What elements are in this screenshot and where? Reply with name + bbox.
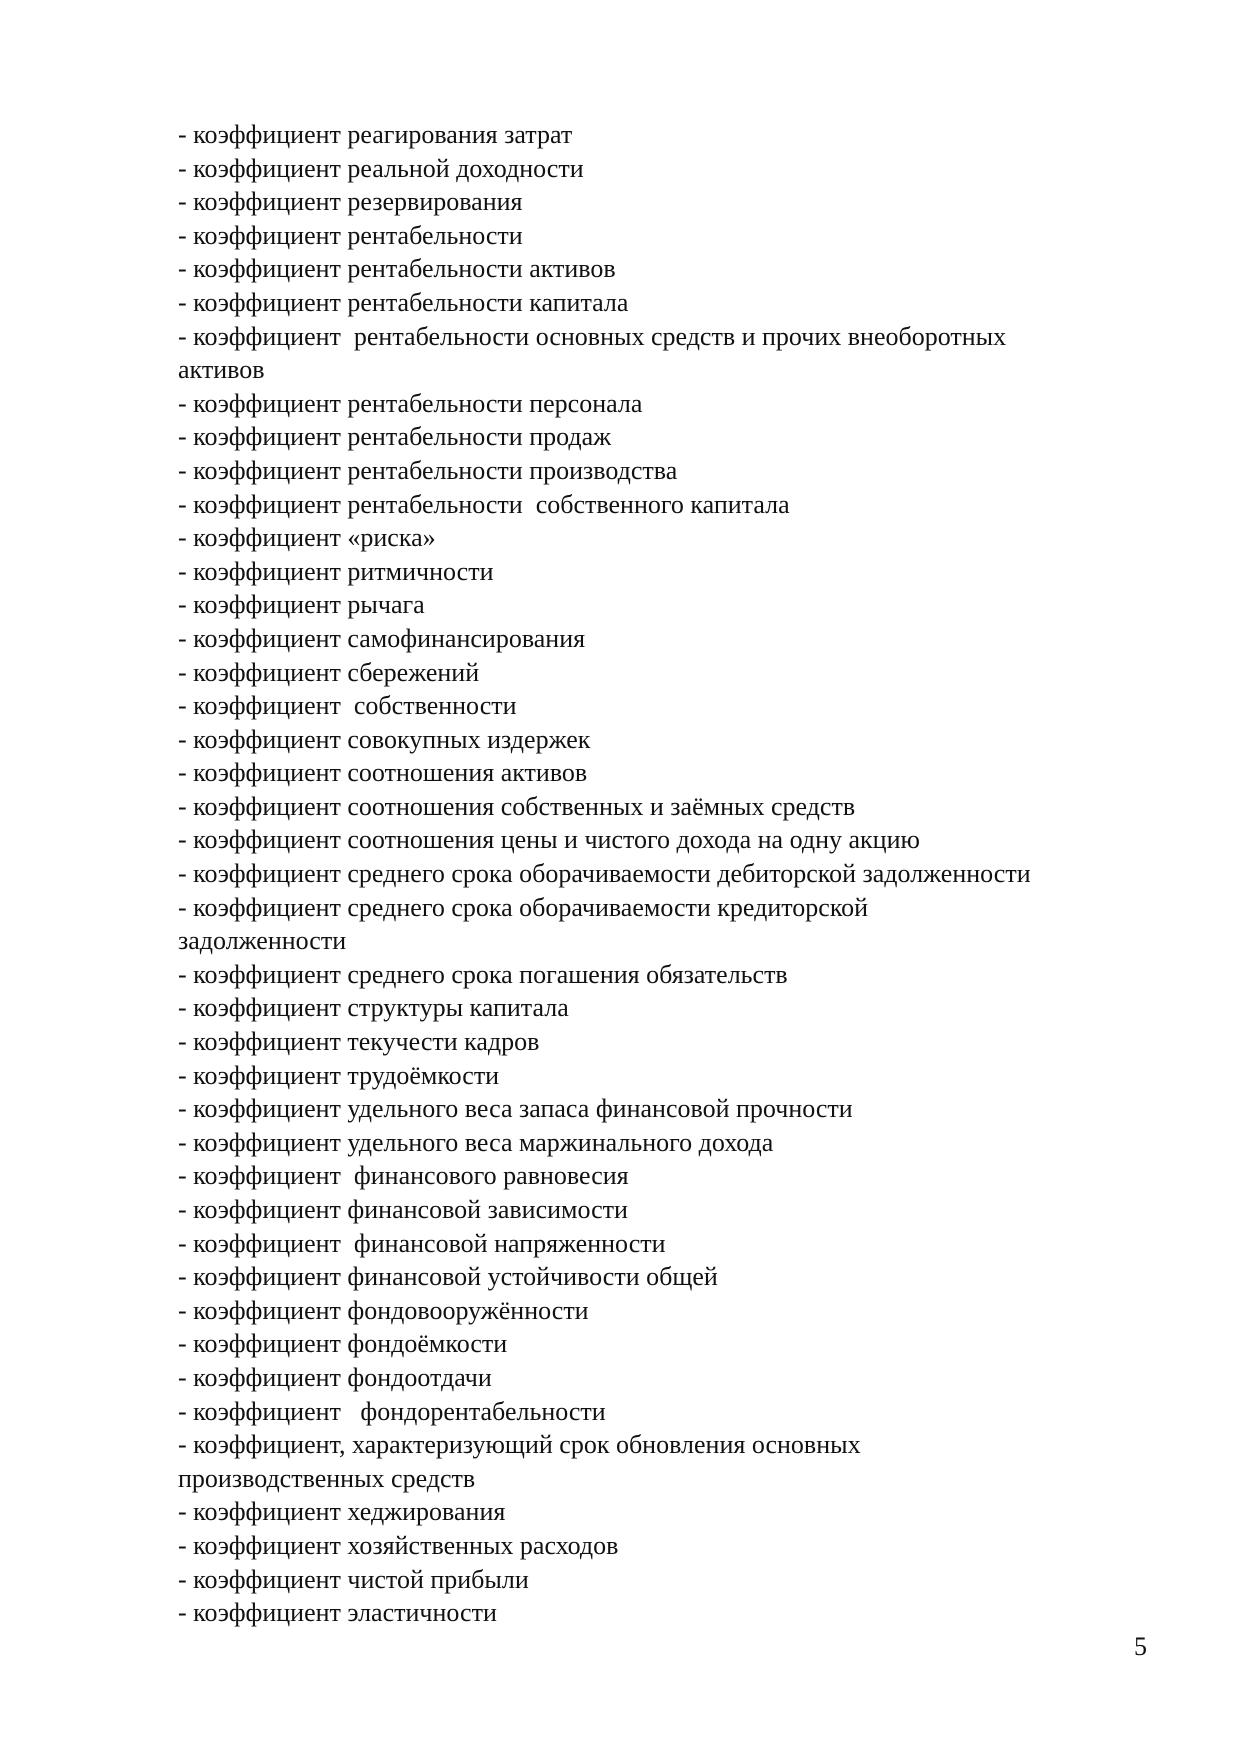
list-item: - коэффициент фондорентабельности [178,1396,606,1426]
list-item: - коэффициент рентабельности основных средств и прочих внеоборотных [178,321,1007,351]
list-item: - коэффициент финансового равновесия [178,1161,629,1191]
list-item: - коэффициент удельного веса маржинального дохода [178,1127,774,1157]
list-item: активов [178,355,265,385]
list-item: задолженности [178,926,347,956]
list-item: - коэффициент хеджирования [178,1497,506,1527]
list-item: - коэффициент самофинансирования [178,623,586,653]
list-item: - коэффициент соотношения цены и чистого дохода на одну акцию [178,825,920,855]
list-item: - коэффициент резервирования [178,187,523,217]
list-item: - коэффициент рентабельности продаж [178,422,612,452]
list-item: - коэффициент структуры капитала [178,993,569,1023]
list-item: - коэффициент эластичности [178,1598,497,1628]
list-item: - коэффициент «риска» [178,523,436,553]
list-item: - коэффициент рентабельности собственного капитала [178,489,790,519]
list-item: - коэффициент среднего срока оборачиваемости дебиторской задолженности [178,859,1031,889]
list-item: - коэффициент рентабельности персонала [178,388,643,418]
list-item: - коэффициент финансовой устойчивости общей [178,1262,718,1292]
list-item: - коэффициент текучести кадров [178,1027,540,1057]
list-item: - коэффициент реагирования затрат [178,120,573,149]
list-item: - коэффициент среднего срока оборачиваемости кредиторской [178,892,869,922]
list-item: производственных средств [178,1463,476,1493]
term-list [178,118,1168,1630]
list-item: - коэффициент рычага [178,590,425,620]
list-item: - коэффициент соотношения активов [178,758,588,788]
list-item: - коэффициент фондоотдачи [178,1362,492,1392]
list-item: - коэффициент реальной доходности [178,153,584,183]
list-item: - коэффициент, характеризующий срок обновления основных [178,1430,861,1460]
list-item: - коэффициент рентабельности активов [178,254,616,284]
list-item: - коэффициент сбережений [178,657,480,687]
list-item: - коэффициент хозяйственных расходов [178,1530,619,1560]
list-item: - коэффициент соотношения собственных и заёмных средств [178,791,856,821]
list-item: - коэффициент ритмичности [178,556,494,586]
list-item: - коэффициент среднего срока погашения обязательств [178,959,788,989]
list-item: - коэффициент рентабельности [178,220,523,250]
list-item: - коэффициент фондоёмкости [178,1329,508,1359]
list-item: - коэффициент трудоёмкости [178,1060,500,1090]
list-item: - коэффициент финансовой напряженности [178,1228,666,1258]
list-item: - коэффициент совокупных издержек [178,724,591,754]
list-item: - коэффициент финансовой зависимости [178,1195,628,1224]
list-item: - коэффициент рентабельности капитала [178,287,629,317]
list-item: - коэффициент фондовооружённости [178,1295,589,1325]
list-item: - коэффициент собственности [178,691,517,721]
list-item: - коэффициент рентабельности производства [178,455,678,485]
list-item: - коэффициент чистой прибыли [178,1564,529,1594]
page-number: 5 [1134,1632,1147,1661]
list-item: - коэффициент удельного веса запаса финансовой прочности [178,1094,853,1124]
